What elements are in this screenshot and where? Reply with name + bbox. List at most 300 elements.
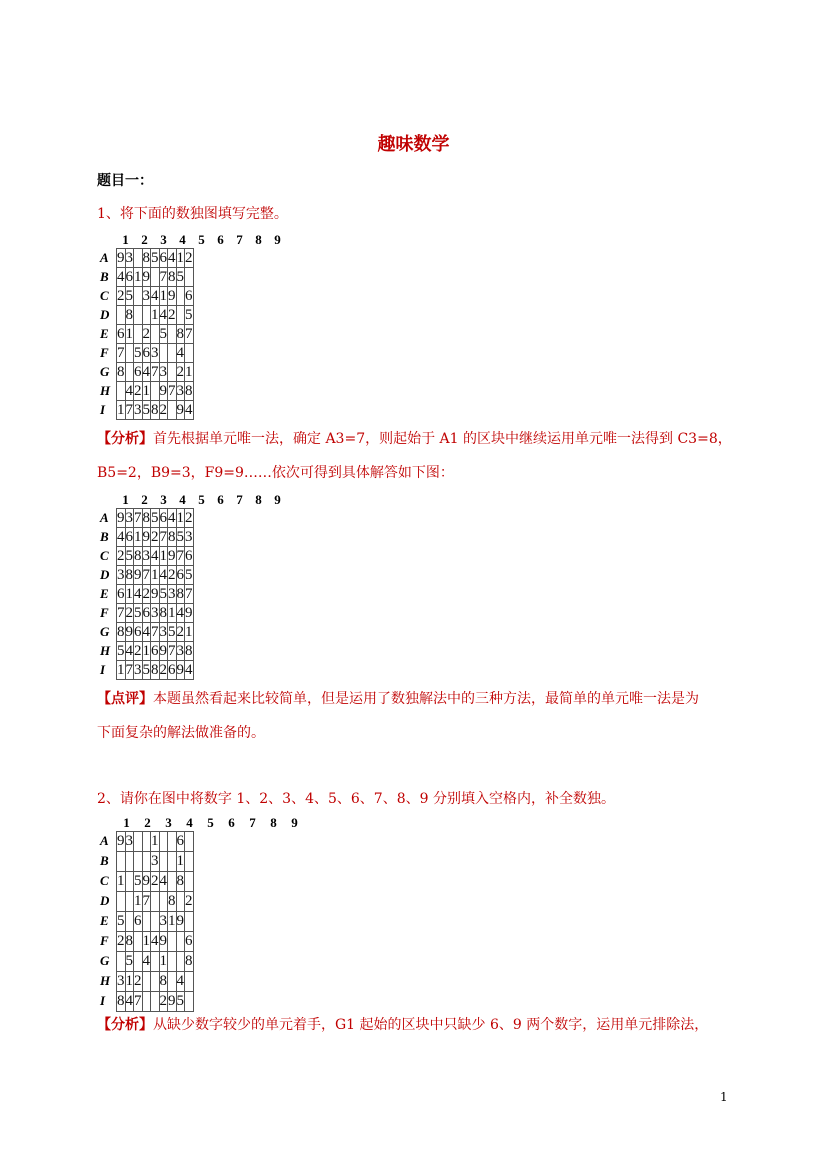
column-number: 6 [217,492,224,507]
row-label: D [100,893,110,908]
grid-cell: 7 [151,363,159,380]
grid-cell: 5 [134,604,142,621]
grid-row [117,249,194,268]
grid-cell [176,306,185,325]
grid-cell: 5 [142,401,150,418]
grid-cell: 3 [117,972,126,992]
grid-cell: 6 [159,509,167,526]
grid-cell [151,992,160,1012]
row-label: A [100,250,109,265]
grid-cell: 4 [168,509,176,526]
grid-row [117,306,194,325]
grid-cell: 5 [151,249,159,266]
grid-cell: 6 [168,661,176,678]
grid-cell: 3 [117,566,125,583]
grid-cell: 9 [168,287,176,304]
grid-cell: 2 [159,661,167,678]
grid-cell: 2 [159,401,167,418]
grid-cell [185,852,194,872]
column-number: 2 [141,492,148,507]
grid-cell: 4 [125,382,133,399]
column-numbers [116,816,305,830]
grid-cell: 2 [185,892,194,912]
grid-cell: 8 [176,585,184,602]
column-number: 5 [198,492,205,507]
grid-cell [125,344,134,363]
grid-cell [168,952,177,972]
grid-cell: 4 [142,623,150,640]
grid-cell: 8 [168,268,176,285]
row-label: C [100,873,109,888]
grid-row [117,287,194,306]
grid-cell [142,852,151,872]
row-label: A [100,833,109,848]
grid-cell: 8 [151,401,159,418]
grid-row [117,585,194,604]
grid-cell [168,832,177,852]
grid-cell: 6 [117,325,125,342]
grid-cell: 3 [176,382,184,399]
grid-cell [125,912,134,932]
grid-cell: 2 [176,363,184,380]
grid-cell: 3 [159,363,167,380]
grid-cell: 5 [185,306,193,323]
grid-cell: 1 [185,623,193,640]
grid-cell: 9 [159,932,168,952]
grid-row [117,382,194,401]
grid-cell [151,268,160,287]
grid-cell: 9 [151,585,159,602]
row-label: F [100,345,109,360]
column-number: 3 [160,492,167,507]
grid-cell [134,832,143,852]
grid-cell: 3 [125,832,134,852]
grid-cell: 3 [134,661,142,678]
grid-row [117,547,194,566]
grid-cell: 2 [134,382,142,399]
grid-cell: 7 [125,661,133,678]
grid-cell [142,972,151,992]
row-label: D [100,567,110,582]
grid-row [117,604,194,623]
grid-cell: 4 [125,992,134,1012]
row-label: I [100,402,106,417]
row-label: G [100,953,110,968]
grid-cell: 6 [117,585,125,602]
grid-cell: 2 [151,872,160,892]
grid-cell [168,401,177,420]
grid-row [117,832,194,852]
grid-cell: 6 [142,604,150,621]
row-label: B [100,269,109,284]
grid-cell: 9 [134,566,142,583]
grid-cell: 5 [134,344,142,361]
grid-cell [117,382,126,401]
grid-cell: 7 [134,509,142,526]
grid-cell: 8 [134,547,142,564]
grid-cell: 2 [134,642,142,659]
grid-row [117,952,194,972]
grid-cell: 8 [159,604,167,621]
grid-row [117,363,194,382]
grid-cell: 2 [151,528,159,545]
grid-cell [185,344,194,363]
grid-row [117,528,194,547]
grid-cell: 8 [185,642,193,659]
grid-cell [185,972,194,992]
grid-cell: 1 [142,382,150,399]
analysis-tag-2: 【分析】 [97,1017,153,1033]
grid-cell: 3 [125,509,133,526]
grid-cell: 7 [117,604,125,621]
row-labels [100,508,110,679]
grid-cell: 6 [185,287,193,304]
grid-cell: 3 [151,852,160,872]
column-number: 6 [217,232,224,247]
analysis-line-2: B5=2，B9=3，F9=9……依次可得到具体解答如下图： [97,465,454,481]
grid-row [117,932,194,952]
grid-cell [142,306,151,325]
column-number: 1 [123,815,130,830]
grid-cell: 6 [176,566,184,583]
grid-cell: 2 [159,992,168,1012]
grid-cell: 3 [142,547,150,564]
grid-row [117,992,194,1012]
grid-cell: 1 [134,528,142,545]
grid-cell [168,325,177,344]
grid-cell: 4 [151,932,160,952]
column-number: 1 [122,232,129,247]
grid-cell: 7 [168,382,176,399]
grid-cell: 9 [159,642,167,659]
column-number: 4 [179,232,186,247]
row-label: I [100,993,106,1008]
grid-cell [168,972,177,992]
grid-cell: 5 [176,992,185,1012]
grid-cell: 5 [176,268,184,285]
grid-cell: 1 [151,566,159,583]
grid-cell: 8 [117,623,125,640]
grid-cell: 3 [134,401,142,418]
grid-cell: 2 [168,566,176,583]
grid-cell: 6 [185,932,194,952]
grid-cell: 5 [125,547,133,564]
row-label: H [100,643,111,658]
grid-cell: 5 [159,585,167,602]
grid-cell: 4 [168,249,176,266]
grid-row [117,661,194,680]
grid-cell: 4 [151,547,159,564]
grid-cell: 1 [134,268,142,285]
grid-cell: 4 [117,268,125,285]
grid-cell [134,306,143,325]
column-number: 2 [144,815,151,830]
row-label: I [100,662,106,677]
grid-row [117,852,194,872]
column-number: 6 [228,815,235,830]
grid-cell [117,952,126,972]
grid-cell: 3 [142,287,150,304]
grid-cell: 6 [125,528,133,545]
grid-cell [151,912,160,932]
grid-cell: 8 [185,952,194,972]
column-number: 9 [291,815,298,830]
grid-cell: 8 [125,306,133,323]
grid-cell: 4 [142,952,151,972]
grid-cell [159,852,168,872]
grid-cell: 1 [142,932,151,952]
row-label: E [100,326,109,341]
grid-cell: 9 [142,268,150,285]
q2-text: 2、请你在图中将数字 1、2、3、4、5、6、7、8、9 分别填入空格内，补全数独。 [97,791,615,807]
grid-cell: 7 [142,566,150,583]
page-number: 1 [720,1090,728,1104]
grid-row [117,872,194,892]
grid-cell: 9 [117,249,125,266]
column-numbers [116,233,287,247]
grid-cell: 5 [168,623,176,640]
grid-cell: 7 [134,992,143,1012]
grid-cell: 2 [185,509,193,526]
grid-row [117,892,194,912]
grid-cell: 7 [176,547,184,564]
grid-cell: 2 [142,585,150,602]
grid-cell [168,344,177,363]
grid-cell: 8 [185,382,193,399]
grid-row [117,642,194,661]
grid-cell: 9 [176,661,184,678]
grid-cell: 4 [117,528,125,545]
row-label: B [100,853,109,868]
grid-cell: 1 [168,604,176,621]
grid-cell: 3 [125,249,133,266]
grid-cell [134,325,143,344]
sudoku-grid [116,831,194,1012]
grid-cell: 1 [134,892,143,912]
grid-cell: 4 [176,972,185,992]
grid-cell: 3 [185,528,193,545]
grid-cell: 7 [168,642,176,659]
grid-row [117,566,194,585]
grid-cell: 5 [185,566,193,583]
grid-cell: 8 [159,972,168,992]
grid-cell: 9 [159,382,167,399]
grid-cell: 8 [176,325,184,342]
row-label: H [100,973,111,988]
grid-cell [134,952,143,972]
grid-cell: 5 [142,661,150,678]
grid-cell: 9 [117,509,125,526]
row-labels [100,248,110,419]
grid-cell: 8 [151,661,159,678]
grid-cell [176,892,185,912]
grid-cell: 1 [159,287,167,304]
grid-cell: 6 [134,912,143,932]
row-label: H [100,383,111,398]
grid-cell: 8 [176,872,185,892]
grid-cell: 6 [159,249,167,266]
grid-cell: 7 [185,585,193,602]
grid-cell: 6 [142,344,150,361]
column-number: 8 [255,492,262,507]
grid-cell: 3 [151,344,159,361]
grid-cell: 5 [134,872,143,892]
section-heading: 题目一： [97,173,153,189]
grid-cell [142,912,151,932]
grid-cell [168,932,177,952]
grid-cell [159,832,168,852]
grid-cell: 7 [125,401,133,418]
column-number: 5 [207,815,214,830]
grid-cell [185,912,194,932]
grid-row [117,972,194,992]
grid-cell: 9 [176,401,184,418]
grid-cell: 1 [117,661,125,678]
grid-cell: 6 [151,642,159,659]
grid-cell: 4 [176,604,184,621]
grid-cell: 1 [176,852,185,872]
grid-cell: 9 [117,832,126,852]
grid-cell [117,852,126,872]
grid-cell: 1 [117,401,125,418]
grid-cell [151,972,160,992]
grid-cell: 9 [142,528,150,545]
grid-row [117,509,194,528]
q2-analysis-line-1: 从缺少数字较少的单元着手，G1 起始的区块中只缺少 6、9 两个数字，运用单元排除法， [153,1017,709,1033]
column-number: 4 [186,815,193,830]
column-number: 8 [255,232,262,247]
grid-cell [176,932,185,952]
grid-cell [117,306,126,325]
comment-line-2: 下面复杂的解法做准备的。 [97,725,265,741]
grid-cell: 1 [176,249,184,266]
column-number: 4 [179,492,186,507]
row-label: A [100,510,109,525]
grid-cell [125,852,134,872]
grid-cell [185,832,194,852]
grid-cell: 8 [125,932,134,952]
grid-cell: 2 [117,287,125,304]
grid-cell: 4 [142,363,150,380]
grid-cell: 4 [125,642,133,659]
grid-cell [159,892,168,912]
grid-cell: 3 [176,642,184,659]
grid-cell [134,287,143,306]
grid-cell [151,382,160,401]
grid-cell: 9 [125,623,133,640]
grid-cell: 5 [125,287,133,304]
grid-cell: 2 [176,623,184,640]
column-number: 3 [160,232,167,247]
sudoku-grid [116,248,194,420]
grid-cell: 1 [117,872,126,892]
column-number: 7 [249,815,256,830]
grid-cell [176,287,185,306]
row-label: F [100,933,109,948]
grid-cell [159,344,168,363]
grid-cell: 9 [168,992,177,1012]
grid-cell [151,892,160,912]
grid-cell: 8 [168,528,176,545]
grid-cell: 6 [134,363,142,380]
grid-cell: 8 [142,249,150,266]
row-label: D [100,307,110,322]
row-label: C [100,288,109,303]
grid-cell: 1 [142,642,150,659]
comment-tag: 【点评】 [97,691,153,707]
grid-cell [125,872,134,892]
column-number: 8 [270,815,277,830]
page-title: 趣味数学 [377,134,450,155]
grid-cell [151,952,160,972]
grid-row [117,344,194,363]
grid-cell: 4 [185,661,193,678]
grid-cell [185,268,194,287]
grid-cell: 9 [168,547,176,564]
grid-cell: 5 [176,528,184,545]
grid-cell [185,872,194,892]
grid-cell [151,325,160,344]
row-label: E [100,913,109,928]
grid-cell: 4 [159,306,167,323]
row-label: C [100,548,109,563]
grid-cell [176,952,185,972]
grid-cell: 9 [176,912,185,932]
grid-cell: 5 [151,509,159,526]
grid-cell: 1 [125,325,133,342]
grid-cell [117,892,126,912]
grid-cell: 8 [142,509,150,526]
grid-cell: 7 [159,268,167,285]
grid-cell [142,992,151,1012]
grid-cell [185,992,194,1012]
grid-cell: 3 [159,623,167,640]
grid-cell: 1 [168,912,177,932]
column-number: 7 [236,232,243,247]
grid-cell: 4 [185,401,193,418]
grid-cell [134,932,143,952]
grid-cell: 4 [176,344,184,361]
grid-cell [134,852,143,872]
grid-cell: 7 [159,528,167,545]
q1-comment [97,688,699,708]
sudoku-grid [116,508,194,680]
grid-cell: 4 [159,872,168,892]
grid-cell: 2 [168,306,176,323]
grid-cell: 1 [159,952,168,972]
grid-cell: 2 [185,249,193,266]
column-number: 2 [141,232,148,247]
grid-cell: 6 [185,547,193,564]
grid-cell: 1 [125,585,133,602]
grid-cell: 3 [168,585,176,602]
analysis-line-1: 首先根据单元唯一法，确定 A3=7，则起始于 A1 的区块中继续运用单元唯一法得到 C3=8， [153,431,732,447]
grid-cell: 6 [125,268,133,285]
grid-cell: 8 [168,892,177,912]
column-numbers [116,493,287,507]
column-number: 1 [122,492,129,507]
grid-cell: 1 [176,509,184,526]
grid-cell: 1 [159,547,167,564]
grid-cell: 2 [125,604,133,621]
grid-cell: 3 [151,604,159,621]
grid-cell [168,852,177,872]
grid-cell: 1 [185,363,193,380]
grid-cell: 8 [117,363,125,380]
row-label: B [100,529,109,544]
column-number: 5 [198,232,205,247]
grid-cell: 4 [134,585,142,602]
